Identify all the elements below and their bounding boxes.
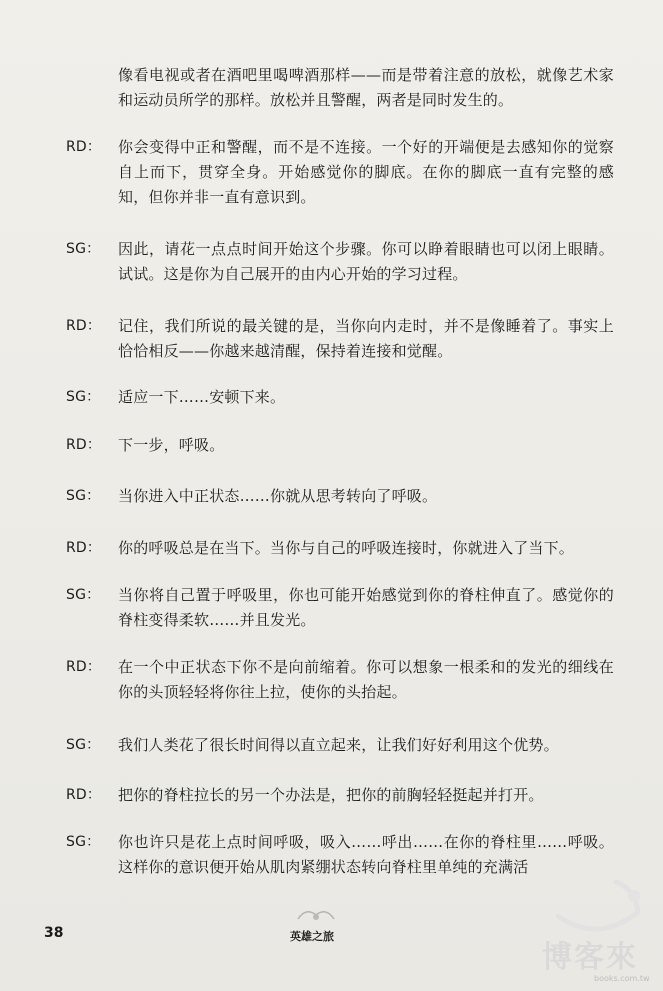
speaker-label: RD： <box>66 540 102 556</box>
paragraph-text: 下一步，呼吸。 <box>118 436 225 454</box>
paragraph-11 <box>66 783 614 808</box>
speaker-label: SG： <box>66 241 101 257</box>
paragraph-2 <box>66 237 614 287</box>
paragraph-12 <box>66 830 614 880</box>
paragraph-text: 当你将自己置于呼吸里，你也可能开始感觉到你的脊柱伸直了。感觉你的脊柱变得柔软……并且发光。 <box>118 586 614 629</box>
watermark-text: 博客來 <box>542 940 638 975</box>
paragraph-4 <box>66 385 614 410</box>
paragraph-0 <box>118 63 614 113</box>
footer-ornament-icon <box>296 905 336 925</box>
speaker-label: SG： <box>66 488 101 504</box>
paragraph-text: 像看电视或者在酒吧里喝啤酒那样——而是带着注意的放松，就像艺术家和运动员所学的那样。放松并且警醒，两者是同时发生的。 <box>118 66 614 109</box>
paragraph-5 <box>66 433 614 458</box>
paragraph-1 <box>66 135 614 210</box>
paragraph-text: 记住，我们所说的最关键的是，当你向内走时，并不是像睡着了。事实上恰恰相反——你越来越清醒，保持着连接和觉醒。 <box>118 317 614 360</box>
paragraph-text: 在一个中正状态下你不是向前缩着。你可以想象一根柔和的发光的细线在你的头顶轻轻将你往上拉，使你的头抬起。 <box>118 658 614 701</box>
speaker-label: SG： <box>66 737 101 753</box>
paragraph-text: 你也许只是花上点时间呼吸，吸入……呼出……在你的脊柱里……呼吸。这样你的意识便开始从肌肉紧绷状态转向脊柱里单纯的充满活 <box>118 833 614 876</box>
speaker-label: SG： <box>66 389 101 405</box>
paragraph-text: 因此，请花一点点时间开始这个步骤。你可以睁着眼睛也可以闭上眼睛。试试。这是你为自己展开的由内心开始的学习过程。 <box>118 240 614 283</box>
speaker-label: SG： <box>66 587 101 603</box>
paragraph-9 <box>66 655 614 705</box>
paragraph-6 <box>66 484 614 509</box>
paragraph-text: 把你的脊柱拉长的另一个办法是，把你的前胸轻轻挺起并打开。 <box>118 786 544 804</box>
paragraph-7 <box>66 536 614 561</box>
paragraph-text: 适应一下……安顿下来。 <box>118 388 286 406</box>
speaker-label: RD： <box>66 659 102 675</box>
speaker-label: RD： <box>66 139 102 155</box>
page-number: 38 <box>44 925 64 941</box>
paragraph-text: 你的呼吸总是在当下。当你与自己的呼吸连接时，你就进入了当下。 <box>118 539 575 557</box>
watermark-url: books.com.tw <box>594 974 650 983</box>
speaker-label: RD： <box>66 787 102 803</box>
paragraph-text: 当你进入中正状态……你就从思考转向了呼吸。 <box>118 487 438 505</box>
paragraph-3 <box>66 314 614 364</box>
paragraph-text: 你会变得中正和警醒，而不是不连接。一个好的开端便是去感知你的觉察自上而下，贯穿全身。开始感觉你的脚底。在你的脚底一直有完整的感知，但你并非一直有意识到。 <box>118 138 614 206</box>
paragraph-8 <box>66 583 614 633</box>
speaker-label: RD： <box>66 437 102 453</box>
paragraph-10 <box>66 733 614 758</box>
book-title: 英雄之旅 <box>290 930 334 943</box>
speaker-label: RD： <box>66 318 102 334</box>
paragraph-text: 我们人类花了很长时间得以直立起来，让我们好好利用这个优势。 <box>118 736 559 754</box>
speaker-label: SG： <box>66 834 101 850</box>
